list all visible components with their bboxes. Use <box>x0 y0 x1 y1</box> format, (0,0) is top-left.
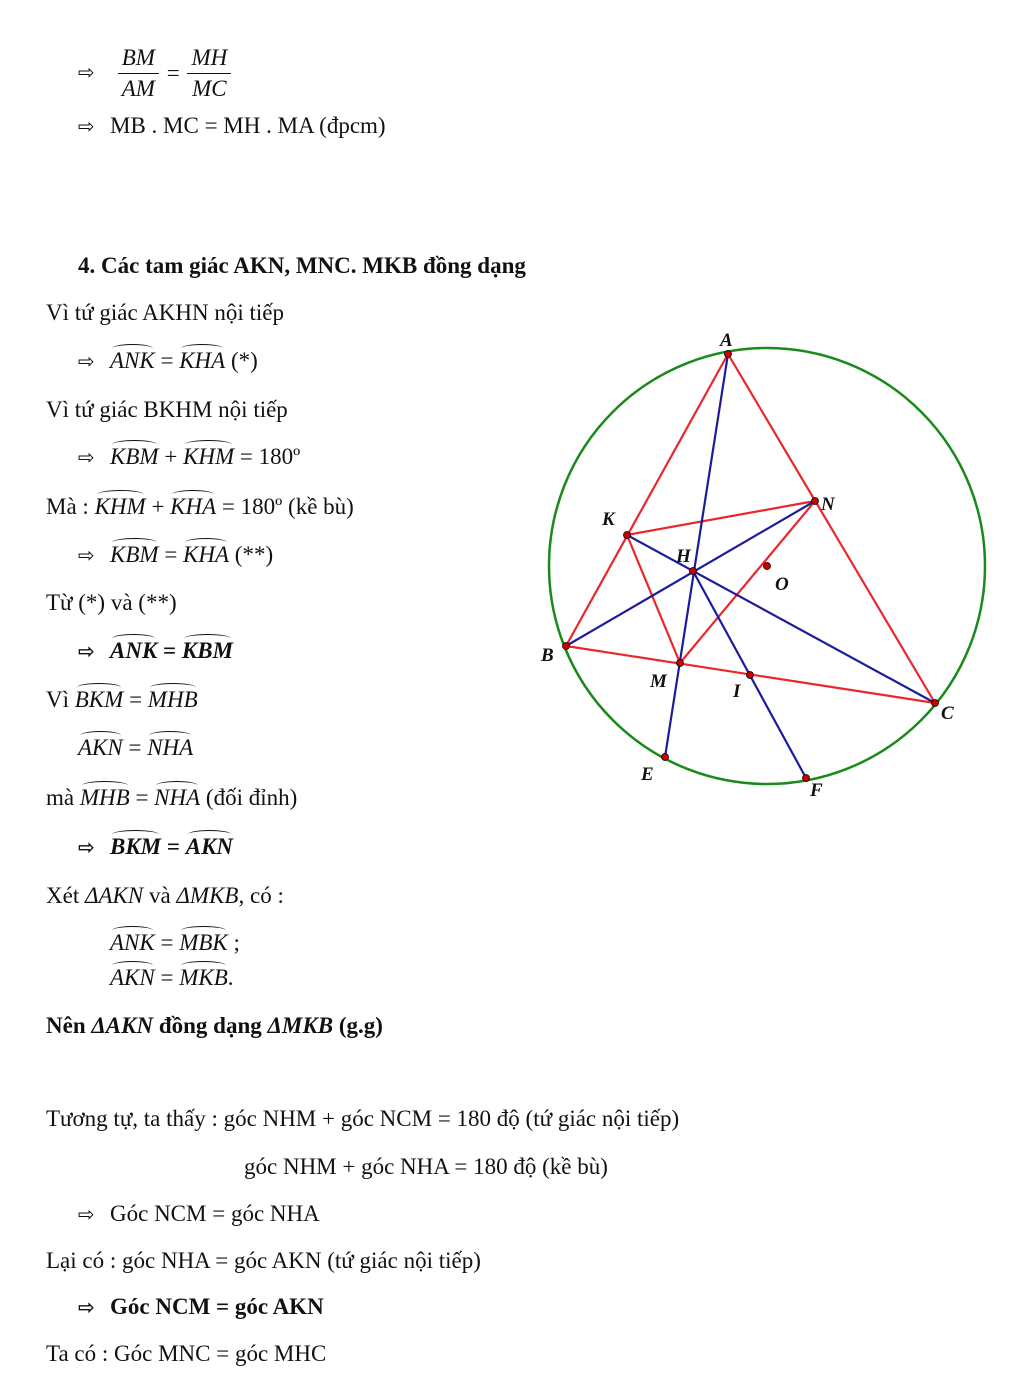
implies-arrow-icon: ⇨ <box>78 1295 95 1319</box>
label-k: K <box>602 509 615 530</box>
label-f: F <box>810 780 823 801</box>
similar-conclusion: Nên ΔAKN đồng dạng ΔMKB (g.g) <box>46 1013 383 1038</box>
implies-arrow-icon: ⇨ <box>78 543 95 567</box>
equation-khm-kha: Mà : KHM + KHA = 180º (kề bù) <box>46 494 354 519</box>
text-line-17: Tương tự, ta thấy : góc NHM + góc NCM = 180 độ (tứ giác nội tiếp) <box>46 1106 680 1131</box>
section-heading: 4. Các tam giác AKN, MNC. MKB đồng dạng <box>78 253 526 278</box>
text-line-20: Lại có : góc NHA = góc AKN (tứ giác nội tiếp) <box>46 1248 481 1273</box>
segment-km <box>627 535 680 663</box>
implies-arrow-icon: ⇨ <box>78 445 95 469</box>
text-line-3: Vì tứ giác BKHM nội tiếp <box>46 397 288 422</box>
equation-mhb-nha: mà MHB = NHA (đối đỉnh) <box>46 785 298 810</box>
implies-arrow-icon: ⇨ <box>78 639 95 663</box>
implies-arrow-icon: ⇨ <box>78 114 95 138</box>
equation-kbm-kha: ⇨ KBM = KHA (**) <box>78 542 274 567</box>
label-n: N <box>821 494 835 515</box>
label-o: O <box>775 574 789 595</box>
point-h <box>690 568 697 575</box>
label-c: C <box>941 703 954 724</box>
label-h: H <box>676 546 691 567</box>
geometry-figure <box>520 320 1010 810</box>
label-i: I <box>733 681 741 702</box>
point-f <box>803 775 810 782</box>
point-n <box>812 498 819 505</box>
segment-ac <box>728 354 935 703</box>
segment-ab <box>566 354 728 646</box>
equation-ank-mbk: ANK = MBK ; <box>110 930 240 955</box>
text-line-21: ⇨ Góc NCM = góc AKN <box>78 1294 324 1319</box>
implies-arrow-icon: ⇨ <box>78 59 95 84</box>
label-m: M <box>650 671 667 692</box>
segment-ae <box>665 354 728 757</box>
equation-kbm-khm: ⇨ KBM + KHM = 180º <box>78 444 301 469</box>
text-line-19: ⇨ Góc NCM = góc NHA <box>78 1201 320 1226</box>
equation-ank-kha: ⇨ ANK = KHA (*) <box>78 348 258 373</box>
point-c <box>932 700 939 707</box>
point-m <box>677 660 684 667</box>
implies-arrow-icon: ⇨ <box>78 1202 95 1226</box>
equation-ank-kbm: ⇨ ANK = KBM <box>78 638 234 663</box>
label-e: E <box>641 764 654 785</box>
point-b <box>563 643 570 650</box>
equation-bkm-akn: ⇨ BKM = AKN <box>78 834 234 859</box>
ratio-line: ⇨ $\frac{BM}{AM}$ = $\frac{MH}{MC}$ <box>78 43 233 104</box>
point-i <box>747 672 754 679</box>
text-line-22: Ta có : Góc MNC = góc MHC <box>46 1341 327 1366</box>
implies-arrow-icon: ⇨ <box>78 835 95 859</box>
point-o <box>764 563 771 570</box>
equation-akn-nha: AKN = NHA <box>78 735 194 760</box>
equation-akn-mkb: AKN = MKB. <box>110 965 234 990</box>
consider-triangles: Xét ΔAKN và ΔMKB, có : <box>46 883 284 908</box>
implies-arrow-icon: ⇨ <box>78 349 95 373</box>
label-b: B <box>541 645 554 666</box>
point-k <box>624 532 631 539</box>
point-e <box>662 754 669 761</box>
point-a <box>725 351 732 358</box>
fraction-bm-am: $\frac{BM}{AM}$ <box>118 43 159 104</box>
text-line-7: Từ (*) và (**) <box>46 590 177 615</box>
equation-bkm-mhb: Vì BKM = MHB <box>46 687 198 712</box>
fraction-mh-mc: $\frac{MH}{MC}$ <box>187 43 231 104</box>
text-line-1: Vì tứ giác AKHN nội tiếp <box>46 300 284 325</box>
label-a: A <box>720 330 733 351</box>
result-line: ⇨ MB . MC = MH . MA (đpcm) <box>78 113 386 138</box>
text-line-18: góc NHM + góc NHA = 180 độ (kề bù) <box>244 1154 608 1179</box>
segment-kc <box>627 535 935 703</box>
